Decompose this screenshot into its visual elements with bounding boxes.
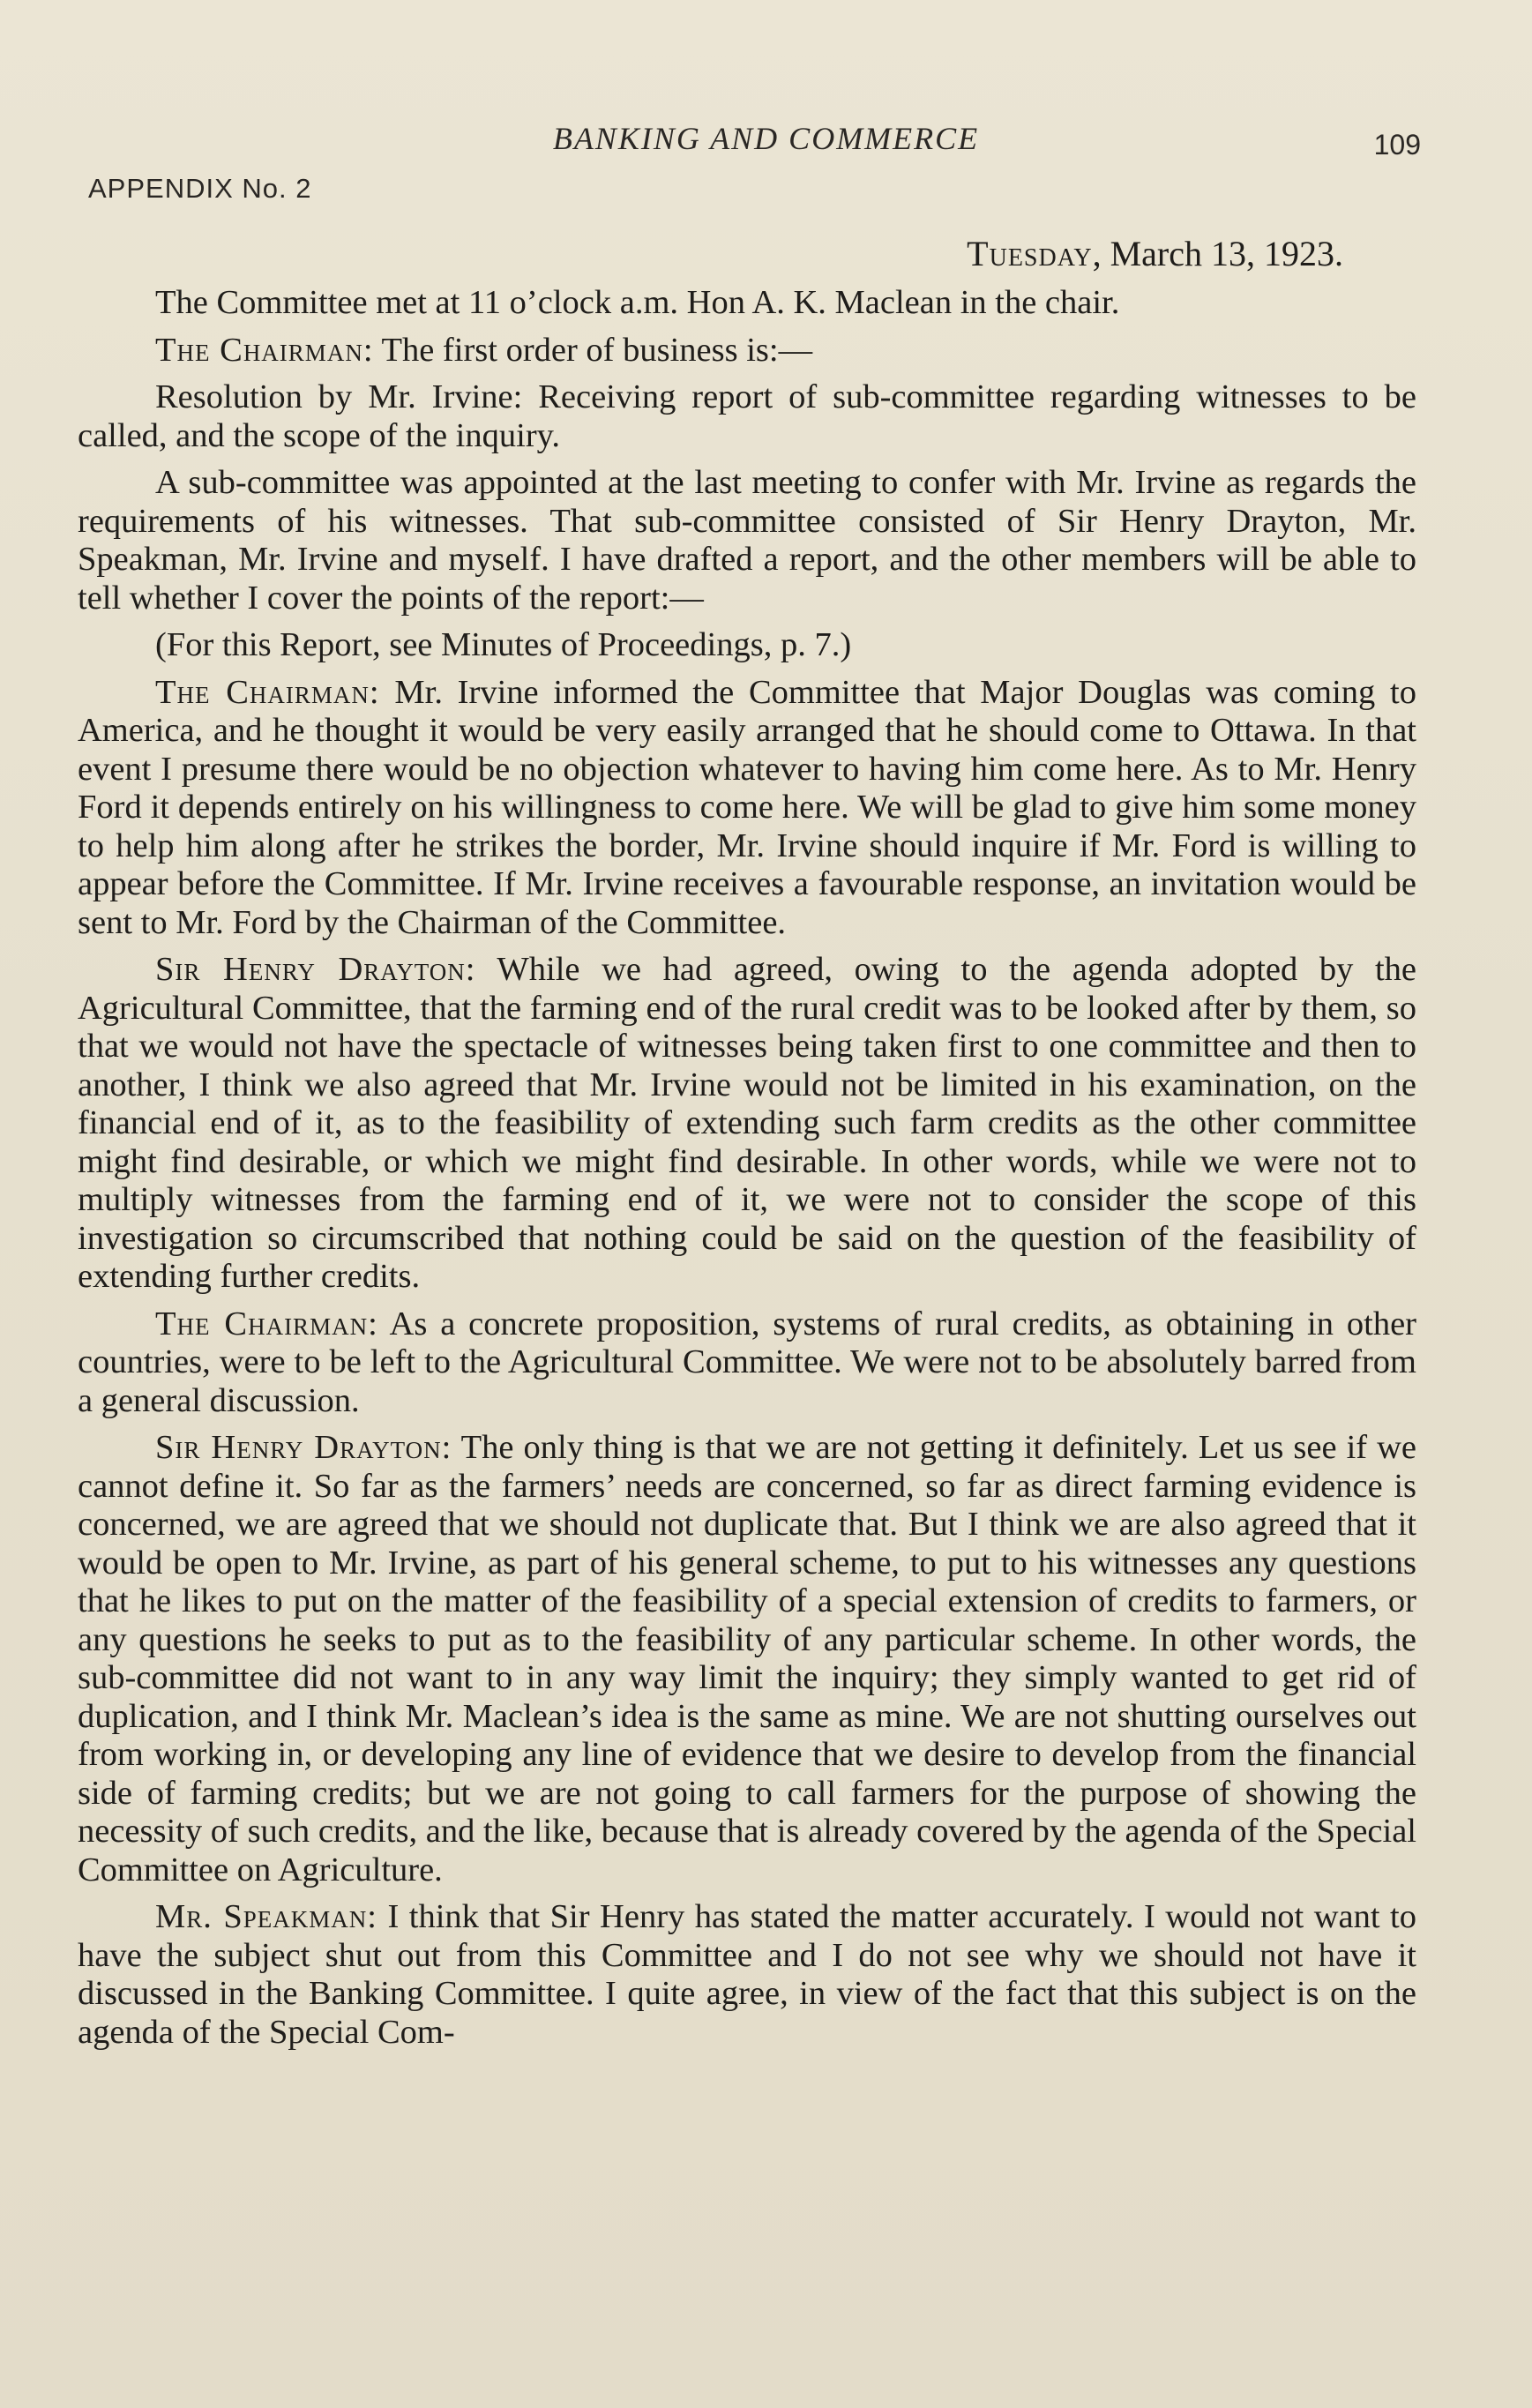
paragraph-chairman-douglas xyxy=(78,674,1416,943)
paragraph-chairman-order xyxy=(78,332,1416,370)
paragraph-text: Resolution by Mr. Irvine: Receiving report of sub-committee regarding witnesses to be called, and the scope of the inquiry. xyxy=(78,378,1416,454)
paragraph-speakman xyxy=(78,1898,1416,2052)
paragraph-text: While we had agreed, owing to the agenda adopted by the Agricultural Committee, that the farming end of the rural credit was to be looked after by them, so that we would not have the spectacle of witnesses being taken first to one committee and then to another, I think we also agreed that Mr. Irvine would not be limited in his examination, on the financial end of it, as to the feasibility of extending such farm credits as the other committee might find desirable, or which we might find desirable. In other words, while we were not to multiply witnesses from the farming end of it, we were not to consider the scope of this investigation so circumscribed that nothing could be said on the question of the feasibility of extending further credits. xyxy=(78,951,1416,1295)
speaker-name: Sir Henry Drayton: xyxy=(155,1429,452,1466)
page-number: 109 xyxy=(1373,129,1421,161)
meeting-date-rest: , March 13, 1923. xyxy=(1092,234,1343,273)
running-title: BANKING AND COMMERCE xyxy=(552,121,980,156)
paragraph-text: The first order of business is:— xyxy=(373,331,813,369)
paragraph-drayton-agenda xyxy=(78,951,1416,1297)
paragraph-report-note xyxy=(78,626,1416,665)
paragraph-sub-committee xyxy=(78,464,1416,617)
meeting-weekday: Tuesday xyxy=(967,234,1093,273)
paragraph-committee-met xyxy=(78,284,1416,323)
speaker-name: Mr. Speakman: xyxy=(155,1898,377,1935)
speaker-name: Sir Henry Drayton: xyxy=(155,951,476,988)
meeting-date xyxy=(967,233,1343,274)
speaker-name: The Chairman: xyxy=(155,1305,378,1342)
paragraph-chairman-concrete xyxy=(78,1305,1416,1421)
paragraph-text: Mr. Irvine informed the Committee that Major Douglas was coming to America, and he thought it would be very easily arranged that he should come to Ottawa. In that event I presume there would be no objection whatever to having him come here. As to Mr. Henry Ford it depends entirely on his willingness to come here. We will be glad to give him some money to help him along after he strikes the border, Mr. Irvine should inquire if Mr. Ford is willing to appear before the Committee. If Mr. Irvine receives a favourable response, an invitation would be sent to Mr. Ford by the Chairman of the Committee. xyxy=(78,673,1417,941)
paragraph-text: As a concrete proposition, systems of rural credits, as obtaining in other countries, were to be left to the Agricultural Committee. We were not to be absolutely barred from a general discussion. xyxy=(78,1305,1416,1419)
paragraph-text: (For this Report, see Minutes of Proceedings, p. 7.) xyxy=(155,626,852,663)
paragraph-resolution xyxy=(78,378,1416,455)
speaker-name: The Chairman: xyxy=(155,673,380,711)
paragraph-text: A sub-committee was appointed at the last meeting to confer with Mr. Irvine as regards the requirements of his witnesses. That sub-committee consisted of Sir Henry Drayton, Mr. Speakman, Mr. Irvine and myself. I have drafted a report, and the other members will be able to tell whether I cover the points of the report:— xyxy=(78,464,1416,617)
paragraph-text: The Committee met at 11 o’clock a.m. Hon A. K. Maclean in the chair. xyxy=(155,284,1120,321)
paragraph-text: I think that Sir Henry has stated the matter accurately. I would not want to have the subject shut out from this Committee and I do not see why we should not have it discussed in the Banking Committee. I quite agree, in view of the fact that this subject is on the agenda of the Special Com- xyxy=(78,1898,1416,2051)
minutes-body xyxy=(78,284,1416,2060)
appendix-label: APPENDIX No. 2 xyxy=(88,173,312,204)
paragraph-drayton-define xyxy=(78,1429,1416,1889)
speaker-name: The Chairman: xyxy=(155,331,374,369)
paragraph-text: The only thing is that we are not getting it definitely. Let us see if we cannot define it. So far as the farmers’ needs are concerned, so far as direct farming evidence is concerned, we are agreed that we should not duplicate that. But I think we are also agreed that it would be open to Mr. Irvine, as part of his general scheme, to put to his witnesses any questions that he likes to put on the matter of the feasibility of a special extension of credits to farmers, or any questions he seeks to put as to the feasibility of any particular scheme. In other words, the sub-committee did not want to in any way limit the inquiry; they simply wanted to get rid of duplication, and I think Mr. Maclean’s idea is the same as mine. We are not shutting ourselves out from working in, or developing any line of evidence that we desire to develop from the financial side of farming credits; but we are not going to call farmers for the purpose of showing the necessity of such credits, and the like, because that is already covered by the agenda of the Special Committee on Agriculture. xyxy=(78,1429,1416,1888)
